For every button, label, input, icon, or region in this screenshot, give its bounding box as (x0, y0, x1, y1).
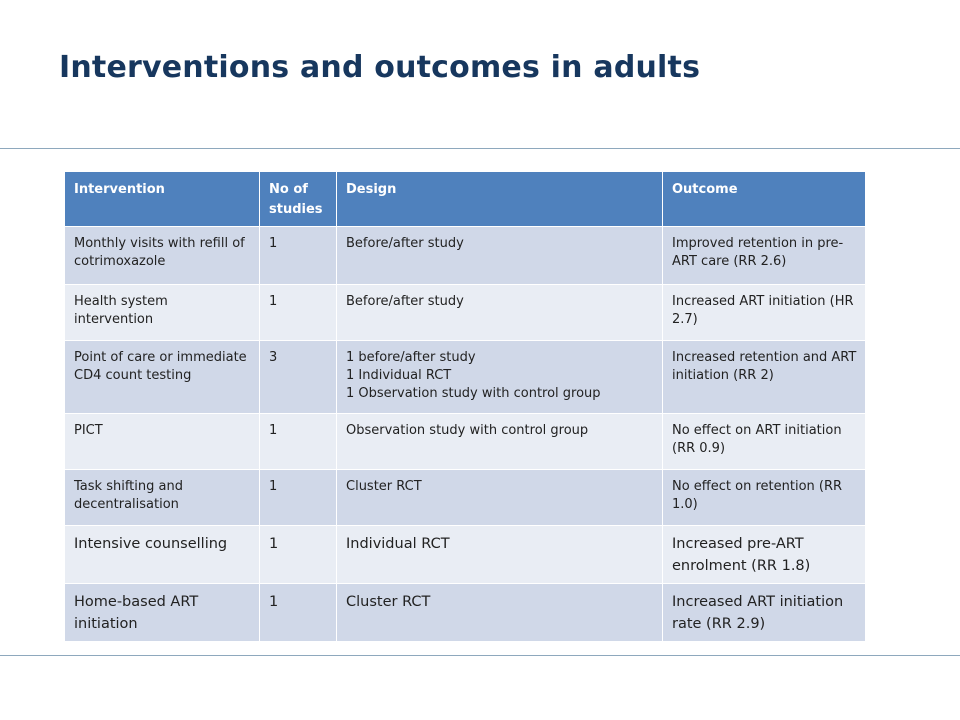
cell-design: 1 before/after study 1 Individual RCT 1 Observation study with control group (337, 341, 663, 414)
table-row (65, 470, 866, 526)
cell-design: Observation study with control group (337, 414, 663, 470)
cell-no-of-studies: 1 (260, 285, 337, 341)
header-design: Design (337, 172, 663, 227)
table-row (65, 584, 866, 642)
cell-outcome: Increased pre-ART enrolment (RR 1.8) (663, 526, 866, 584)
table-row (65, 285, 866, 341)
cell-intervention: Point of care or immediate CD4 count testing (65, 341, 260, 414)
table-row (65, 227, 866, 285)
interventions-table (64, 171, 866, 642)
cell-intervention: PICT (65, 414, 260, 470)
page-title: Interventions and outcomes in adults (59, 50, 701, 85)
table-row (65, 526, 866, 584)
table-row (65, 414, 866, 470)
top-divider (0, 148, 960, 149)
cell-outcome: No effect on ART initiation (RR 0.9) (663, 414, 866, 470)
bottom-divider (0, 655, 960, 656)
cell-outcome: Increased retention and ART initiation (RR 2) (663, 341, 866, 414)
cell-no-of-studies: 1 (260, 584, 337, 642)
cell-design: Before/after study (337, 285, 663, 341)
cell-no-of-studies: 1 (260, 227, 337, 285)
cell-intervention: Task shifting and decentralisation (65, 470, 260, 526)
cell-intervention: Health system intervention (65, 285, 260, 341)
cell-design: Individual RCT (337, 526, 663, 584)
header-outcome: Outcome (663, 172, 866, 227)
cell-no-of-studies: 1 (260, 414, 337, 470)
cell-no-of-studies: 1 (260, 470, 337, 526)
cell-outcome: No effect on retention (RR 1.0) (663, 470, 866, 526)
cell-no-of-studies: 3 (260, 341, 337, 414)
cell-intervention: Monthly visits with refill of cotrimoxazole (65, 227, 260, 285)
table-row (65, 341, 866, 414)
table-header-row (65, 172, 866, 227)
cell-intervention: Home-based ART initiation (65, 584, 260, 642)
header-no-of-studies: No of studies (260, 172, 337, 227)
cell-outcome: Increased ART initiation (HR 2.7) (663, 285, 866, 341)
cell-intervention: Intensive counselling (65, 526, 260, 584)
cell-no-of-studies: 1 (260, 526, 337, 584)
cell-design: Before/after study (337, 227, 663, 285)
cell-design: Cluster RCT (337, 584, 663, 642)
cell-design: Cluster RCT (337, 470, 663, 526)
cell-outcome: Improved retention in pre-ART care (RR 2.6) (663, 227, 866, 285)
header-intervention: Intervention (65, 172, 260, 227)
cell-outcome: Increased ART initiation rate (RR 2.9) (663, 584, 866, 642)
